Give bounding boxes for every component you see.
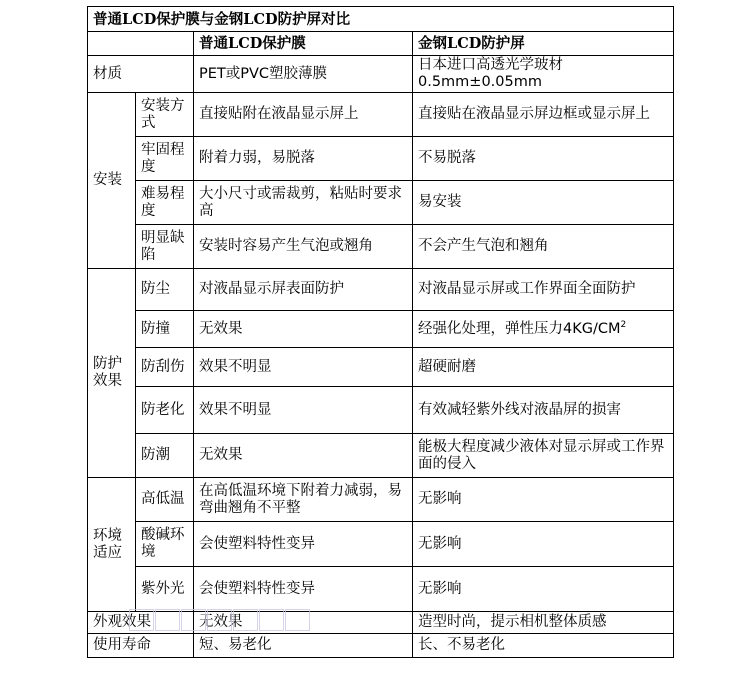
header-blank xyxy=(88,32,194,56)
cell-guard-difficulty: 易安装 xyxy=(413,181,674,225)
table-row-temperature xyxy=(88,478,674,522)
table-row-scratch xyxy=(88,348,674,387)
table-row-aging xyxy=(88,387,674,434)
section-life: 使用寿命 xyxy=(88,634,194,658)
table-row-defects xyxy=(88,225,674,269)
cell-guard-install-method: 直接贴在液晶显示屏边框或显示屏上 xyxy=(413,93,674,137)
cell-film-difficulty: 大小尺寸或需裁剪，粘贴时要求高 xyxy=(194,181,413,225)
table-row-appearance xyxy=(88,612,674,634)
label-firmness: 牢固程度 xyxy=(136,137,194,181)
label-acid: 酸碱环境 xyxy=(136,522,194,567)
table-title: 普通LCD保护膜与金钢LCD防护屏对比 xyxy=(88,7,674,32)
cell-guard-dust: 对液晶显示屏或工作界面全面防护 xyxy=(413,269,674,311)
cell-film-firmness: 附着力弱，易脱落 xyxy=(194,137,413,181)
table-row-material xyxy=(88,56,674,93)
cell-guard-defects: 不会产生气泡和翘角 xyxy=(413,225,674,269)
cell-film-scratch: 效果不明显 xyxy=(194,348,413,387)
cell-guard-aging: 有效减轻紫外线对液晶屏的损害 xyxy=(413,387,674,434)
cell-guard-acid: 无影响 xyxy=(413,522,674,567)
section-env: 环境适应 xyxy=(88,478,136,612)
cell-guard-firmness: 不易脱落 xyxy=(413,137,674,181)
section-material: 材质 xyxy=(88,56,194,93)
cell-guard-scratch: 超硬耐磨 xyxy=(413,348,674,387)
cell-film-dust: 对液晶显示屏表面防护 xyxy=(194,269,413,311)
table-row-dust xyxy=(88,269,674,311)
cell-guard-uv: 无影响 xyxy=(413,567,674,612)
cell-film-appearance: 无效果 xyxy=(194,612,413,634)
cell-film-impact: 无效果 xyxy=(194,311,413,348)
section-install: 安装 xyxy=(88,93,136,269)
label-uv: 紫外光 xyxy=(136,567,194,612)
cell-film-defects: 安装时容易产生气泡或翘角 xyxy=(194,225,413,269)
guard-impact-superscript: 2 xyxy=(620,319,627,330)
label-aging: 防老化 xyxy=(136,387,194,434)
cell-film-material: PET或PVC塑胶薄膜 xyxy=(194,56,413,93)
cell-film-lifespan: 短、易老化 xyxy=(194,634,413,658)
table-row-impact xyxy=(88,311,674,348)
table-row-acid xyxy=(88,522,674,567)
header-guard: 金钢LCD防护屏 xyxy=(413,32,674,56)
cell-film-temperature: 在高低温环境下附着力减弱，易弯曲翘角不平整 xyxy=(194,478,413,522)
header-row xyxy=(88,32,674,56)
table-row-uv xyxy=(88,567,674,612)
cell-film-moisture: 无效果 xyxy=(194,434,413,478)
comparison-table xyxy=(87,6,674,658)
guard-material-line2: 0.5mm±0.05mm xyxy=(418,74,542,90)
title-row xyxy=(88,7,674,32)
label-dust: 防尘 xyxy=(136,269,194,311)
section-look: 外观效果 xyxy=(88,612,194,634)
cell-film-install-method: 直接贴附在液晶显示屏上 xyxy=(194,93,413,137)
label-difficulty: 难易程度 xyxy=(136,181,194,225)
cell-film-uv: 会使塑料特性变异 xyxy=(194,567,413,612)
cell-film-acid: 会使塑料特性变异 xyxy=(194,522,413,567)
guard-impact-text: 经强化处理，弹性压力4KG/CM xyxy=(418,320,621,337)
cell-film-aging: 效果不明显 xyxy=(194,387,413,434)
label-scratch: 防刮伤 xyxy=(136,348,194,387)
table-row-firmness xyxy=(88,137,674,181)
guard-material-line1: 日本进口高透光学玻材 xyxy=(418,57,563,73)
header-film: 普通LCD保护膜 xyxy=(194,32,413,56)
label-defects: 明显缺陷 xyxy=(136,225,194,269)
cell-guard-moisture: 能极大程度减少液体对显示屏或工作界面的侵入 xyxy=(413,434,674,478)
table-row-difficulty xyxy=(88,181,674,225)
cell-guard-impact xyxy=(413,311,674,348)
table-row-install-method xyxy=(88,93,674,137)
cell-guard-temperature: 无影响 xyxy=(413,478,674,522)
label-impact: 防撞 xyxy=(136,311,194,348)
table-row-moisture xyxy=(88,434,674,478)
section-protect: 防护效果 xyxy=(88,269,136,478)
cell-guard-lifespan: 长、不易老化 xyxy=(413,634,674,658)
label-temperature: 高低温 xyxy=(136,478,194,522)
table-row-lifespan xyxy=(88,634,674,658)
cell-guard-appearance: 造型时尚，提示相机整体质感 xyxy=(413,612,674,634)
label-install-method: 安装方式 xyxy=(136,93,194,137)
cell-guard-material xyxy=(413,56,674,93)
label-moisture: 防潮 xyxy=(136,434,194,478)
